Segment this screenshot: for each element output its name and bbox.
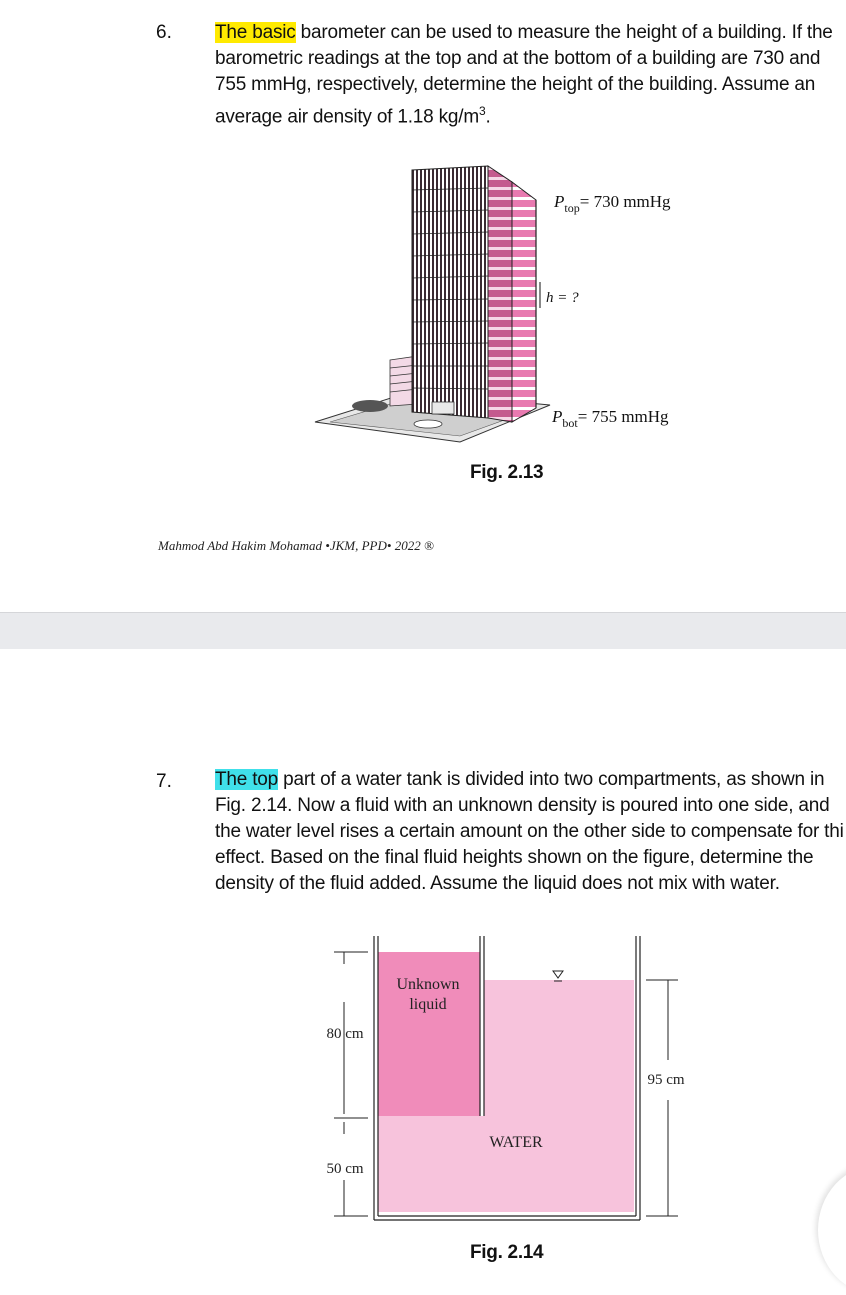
fountain (414, 420, 442, 428)
p-top-label: $P_{top}= 730$ mmHg (554, 192, 671, 215)
question-6-line-4: average air density of 1.18 $kg/m^3$. (215, 104, 491, 128)
figure-2-13-caption: Fig. 2.13 (470, 462, 544, 483)
question-6-line-2: barometric readings at the top and at the bottom of a building are 730 and (215, 48, 821, 69)
dim-95-label: 95 cm (647, 1072, 685, 1088)
question-6-text (215, 20, 846, 130)
question-7-line-4: effect. Based on the final fluid heights shown on the figure, determine the (215, 847, 814, 868)
page-footer: Mahmod Abd Hakim Mohamad •JKM, PPD• 2022 ® (158, 538, 434, 553)
tower-left-face (412, 166, 488, 418)
h-label: h = ? (546, 290, 579, 306)
question-7-text (215, 767, 846, 897)
free-surface-icon (553, 971, 563, 981)
tower-right-face (488, 166, 512, 422)
text-highlight-yellow: The basic (215, 22, 296, 43)
question-7-number: 7. (156, 771, 172, 792)
entrance (432, 402, 454, 414)
dim-80-label: 80 cm (326, 1026, 364, 1042)
question-7-line-1: The top part of a water tank is divided into two compartments, as shown in (215, 769, 825, 790)
p-bot-label: $P_{bot}= 755$ mmHg (552, 407, 669, 430)
dim-50-label: 50 cm (326, 1161, 364, 1177)
unknown-liquid-label: Unknown (396, 976, 460, 993)
tank-figure (310, 934, 710, 1224)
page-separator (0, 612, 846, 650)
question-6-line-3: 755 mmHg, respectively, determine the height of the building. Assume an (215, 74, 816, 95)
question-7-line-2: Fig. 2.14. Now a fluid with an unknown density is poured into one side, and (215, 795, 830, 816)
water-label: WATER (489, 1134, 543, 1151)
text-highlight-cyan: The top (215, 769, 279, 790)
building-figure (300, 160, 720, 450)
question-6-line-1: The basic barometer can be used to measure the height of a building. If the (215, 22, 833, 43)
figure-2-14-caption: Fig. 2.14 (470, 1242, 544, 1263)
tower-back-wing (512, 182, 536, 422)
svg-text:liquid: liquid (409, 996, 447, 1013)
document-page-1 (0, 0, 846, 612)
question-7-line-5: density of the fluid added. Assume the liquid does not mix with water. (215, 873, 780, 894)
question-7-line-3: the water level rises a certain amount on the other side to compensate for thi (215, 821, 844, 842)
document-page-2 (0, 649, 846, 1286)
water-region (378, 1116, 634, 1212)
tree-icon (352, 400, 388, 412)
question-6-number: 6. (156, 22, 172, 43)
